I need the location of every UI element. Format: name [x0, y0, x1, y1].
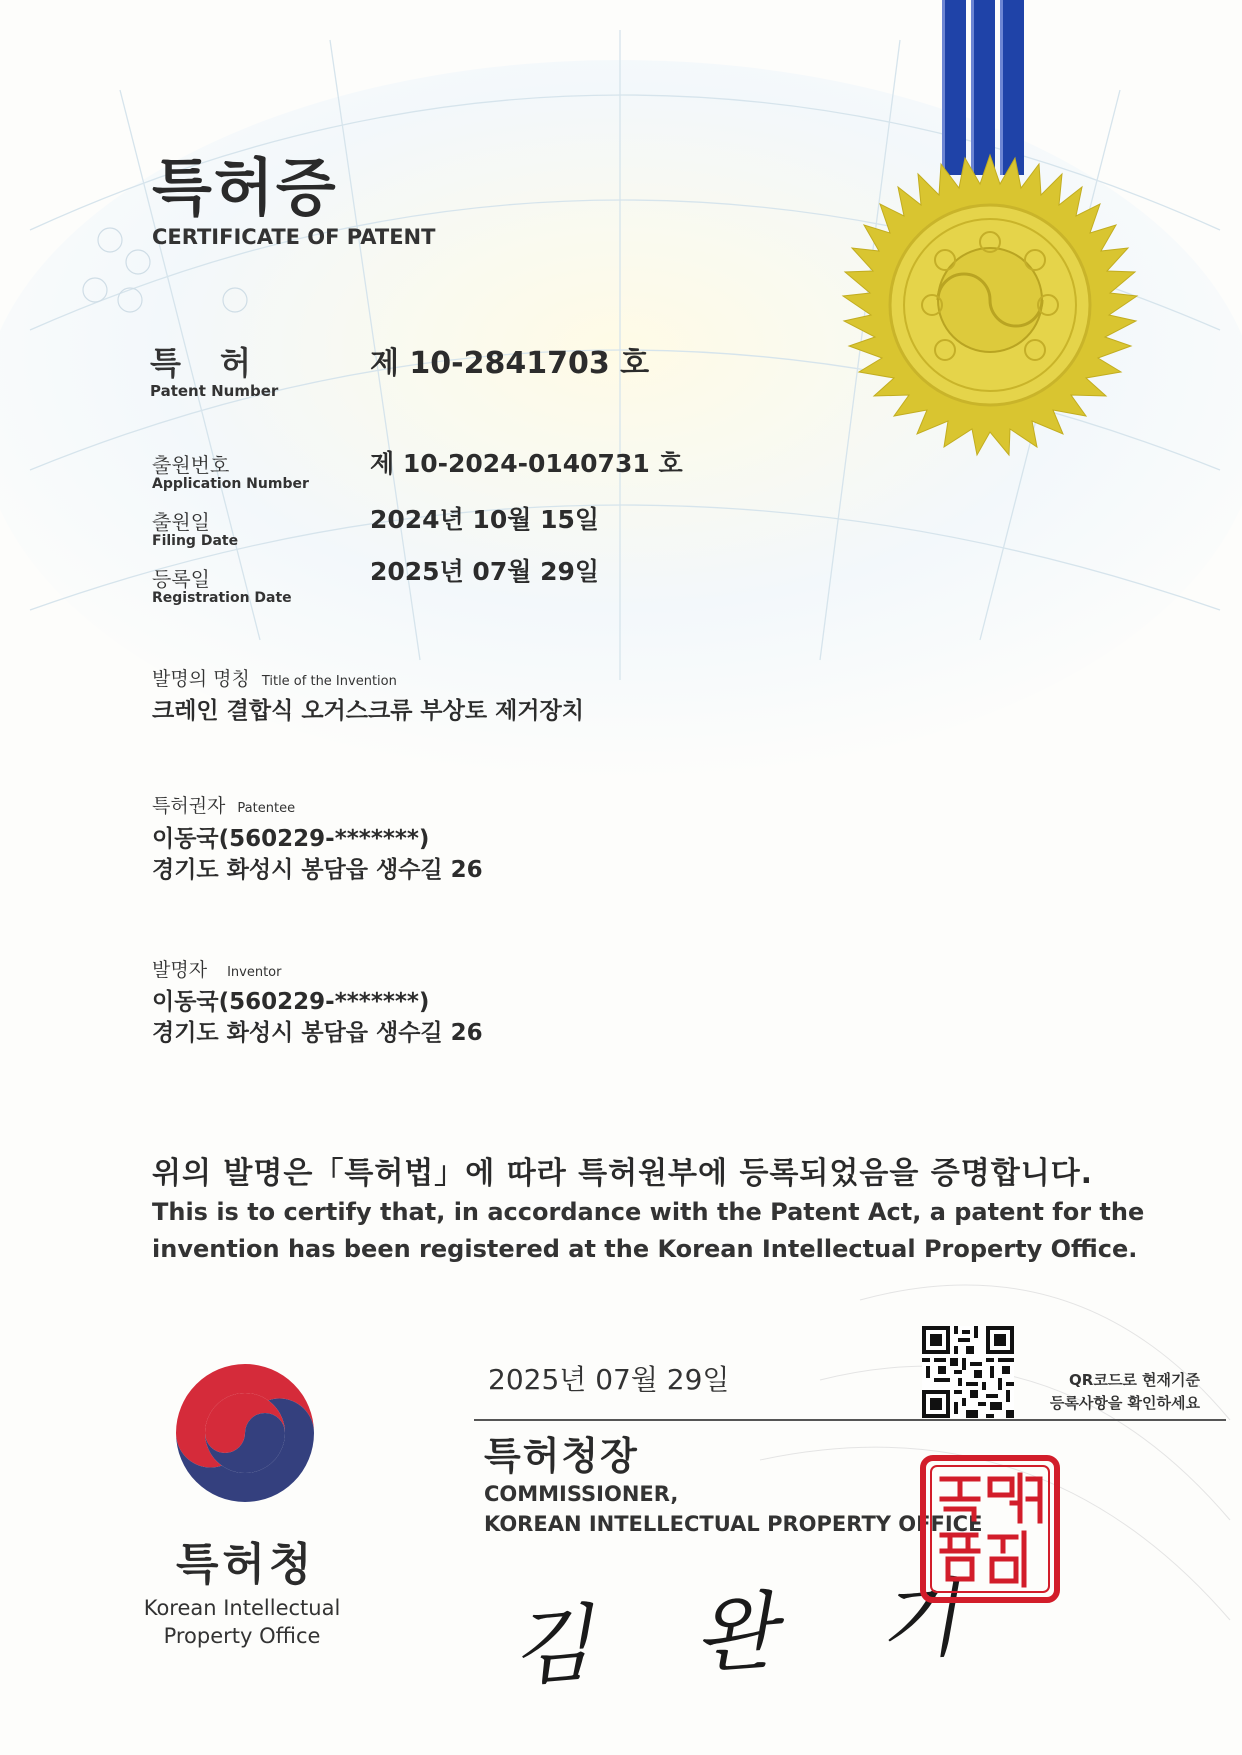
- filing-date: 2024년 10월 15일: [370, 505, 600, 534]
- commissioner-title: 특허청장: [484, 1434, 639, 1478]
- invention-label-row: [152, 664, 397, 691]
- inventor-label-row: [152, 955, 281, 982]
- patentee-label-en: Patentee: [237, 801, 296, 816]
- filing-label: 출원일: [152, 510, 210, 534]
- inventor-address: 경기도 화성시 봉담읍 생수길 26: [152, 1020, 483, 1046]
- patentee-label: 특허권자: [152, 795, 226, 817]
- ribbon-stripe: [1000, 0, 1024, 175]
- kipo-name-en-line2: Property Office: [163, 1624, 321, 1648]
- ribbon-stripe: [971, 0, 995, 175]
- issue-date: 2025년 07월 29일: [488, 1363, 730, 1396]
- kipo-name-en-line1: Korean Intellectual: [143, 1596, 341, 1620]
- commissioner-title-en-line2: KOREAN INTELLECTUAL PROPERTY OFFICE: [484, 1512, 983, 1536]
- qr-note-line1: QR코드로 현재기준: [1069, 1371, 1200, 1389]
- application-label-en: Application Number: [152, 476, 309, 492]
- certificate-title: 특허증: [152, 151, 338, 224]
- application-number: 제 10-2024-0140731 호: [370, 449, 683, 478]
- registration-label: 등록일: [152, 567, 210, 591]
- kipo-logo-icon: [172, 1360, 318, 1506]
- gold-seal-icon: [835, 150, 1145, 460]
- kipo-name: 특허청: [176, 1539, 316, 1590]
- patent-label-en: Patent Number: [150, 382, 279, 400]
- commissioner-signature: 김 완 기: [507, 1566, 1001, 1698]
- statement-english-line1: This is to certify that, in accordance with the Patent Act, a patent for the: [152, 1198, 1145, 1226]
- application-label: 출원번호: [152, 453, 230, 477]
- patentee-address: 경기도 화성시 봉담읍 생수길 26: [152, 857, 483, 883]
- registration-label-en: Registration Date: [152, 590, 292, 606]
- patentee-name: 이동국(560229-*******): [152, 826, 430, 852]
- statement-english-line2: invention has been registered at the Korean Intellectual Property Office.: [152, 1235, 1138, 1263]
- official-stamp-icon: [920, 1455, 1060, 1603]
- inventor-name: 이동국(560229-*******): [152, 989, 430, 1015]
- signature-divider: [474, 1419, 1226, 1421]
- registration-date: 2025년 07월 29일: [370, 557, 600, 586]
- qr-code-icon[interactable]: [922, 1326, 1014, 1418]
- invention-label: 발명의 명칭: [152, 668, 250, 690]
- patentee-label-row: [152, 791, 295, 818]
- commissioner-title-en-line1: COMMISSIONER,: [484, 1482, 679, 1506]
- patent-label: 특 허: [150, 344, 265, 382]
- patent-number: 제 10-2841703 호: [370, 346, 650, 381]
- statement-korean: 위의 발명은「특허법」에 따라 특허원부에 등록되었음을 증명합니다.: [152, 1156, 1094, 1191]
- invention-title: 크레인 결합식 오거스크류 부상토 제거장치: [152, 698, 584, 724]
- inventor-label: 발명자: [152, 959, 208, 981]
- ribbon-stripe: [942, 0, 966, 175]
- certificate-subtitle: CERTIFICATE OF PATENT: [152, 225, 436, 249]
- filing-label-en: Filing Date: [152, 533, 239, 549]
- invention-label-en: Title of the Invention: [261, 674, 397, 689]
- qr-note-line2: 등록사항을 확인하세요: [1049, 1394, 1200, 1412]
- inventor-label-en: Inventor: [227, 965, 282, 980]
